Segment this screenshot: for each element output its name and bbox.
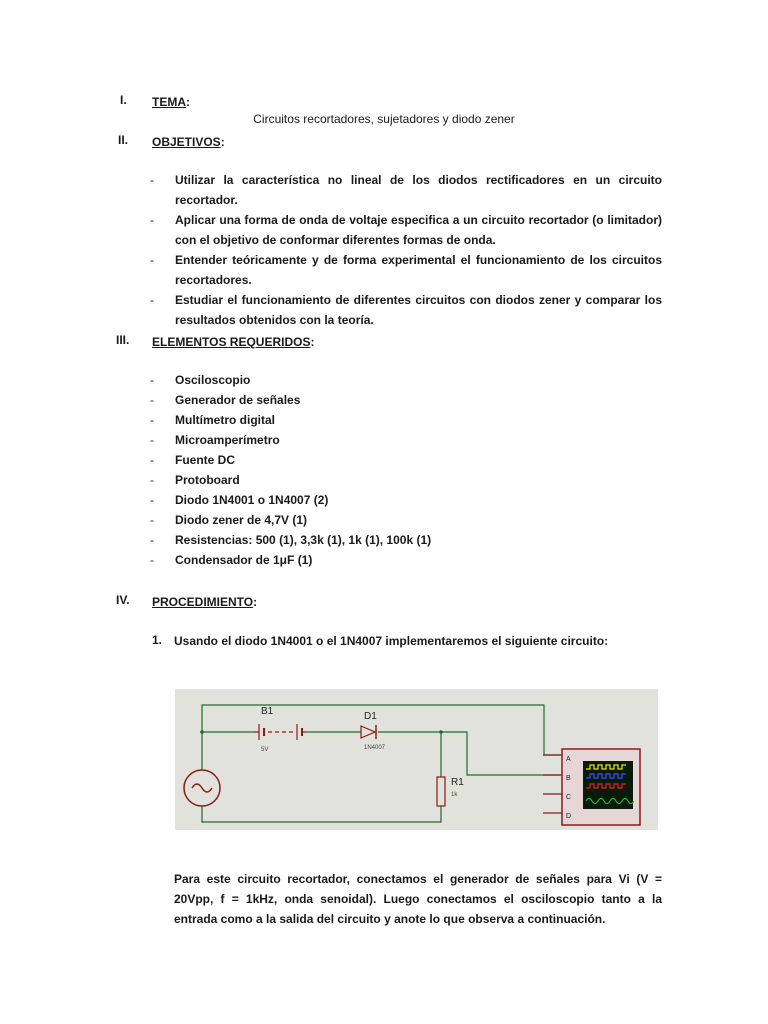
section-heading-elementos [152, 333, 314, 351]
section-title-objetivos: OBJETIVOS [152, 135, 221, 149]
bullet-dash: - [150, 493, 154, 507]
section-colon-elementos: : [310, 335, 315, 349]
procedure-paragraph: Para este circuito recortador, conectamos el generador de señales para Vi (V = 20Vpp, f = 1kHz, onda senoidal). Luego conectamos el osciloscopio tanto a la entrada como a la salida del circuito y anote lo que observa a continuación. [174, 872, 662, 926]
circuit-schematic [175, 689, 658, 830]
diode-icon [361, 725, 376, 739]
diode-label: D1 [364, 711, 377, 722]
list-item: - Condensador de 1μF (1) [150, 550, 662, 570]
bullet-dash: - [150, 413, 154, 427]
oscilloscope-icon [543, 749, 640, 825]
step-number: 1. [152, 633, 163, 647]
section-heading-objetivos [152, 133, 225, 151]
list-item: - Entender teóricamente y de forma experimental el funcionamiento de los circuitos recortadores. [150, 250, 662, 290]
bullet-dash: - [150, 373, 154, 387]
section-title-procedimiento: PROCEDIMIENTO [152, 595, 254, 609]
bullet-dash: - [150, 473, 154, 487]
scope-channel-c: C [566, 794, 572, 801]
section-number-objetivos: II. [118, 133, 129, 147]
list-item: - Diodo zener de 4,7V (1) [150, 510, 662, 530]
bullet-dash: - [150, 393, 154, 407]
list-item: - Estudiar el funcionamiento de diferentes circuitos con diodos zener y comparar los resultados obtenidos con la teoría. [150, 290, 662, 330]
section-title-tema: TEMA [152, 95, 186, 109]
list-item: - Microamperímetro [150, 430, 662, 450]
bullet-dash: - [150, 513, 154, 527]
battery-label: B1 [261, 706, 274, 717]
objectives-list [150, 170, 662, 330]
section-colon-tema: : [186, 95, 190, 109]
section-number-tema: I. [120, 93, 127, 107]
list-item: - Multímetro digital [150, 410, 662, 430]
resistor-value: 1k [451, 792, 458, 798]
diode-value: 1N4007 [364, 745, 386, 751]
ac-source-icon [184, 770, 220, 806]
section-colon-procedimiento: : [253, 595, 258, 609]
wire-diode-to-resistor [378, 732, 441, 777]
battery-icon [253, 724, 305, 740]
scope-channel-b: B [566, 775, 571, 782]
list-item: - Generador de señales [150, 390, 662, 410]
section-number-procedimiento: IV. [116, 593, 130, 607]
junction-node [439, 730, 443, 734]
resistor-label: R1 [451, 777, 464, 788]
list-item: - Aplicar una forma de onda de voltaje especifica a un circuito recortador (o limitador) con el objetivo de conformar diferentes formas de onda. [150, 210, 662, 250]
section-heading-tema [152, 93, 190, 111]
bullet-dash: - [150, 533, 154, 547]
bullet-dash: - [150, 553, 154, 567]
bullet-dash: - [150, 433, 154, 447]
bullet-dash: - [150, 253, 154, 267]
required-elements-list [150, 370, 662, 570]
list-item: - Protoboard [150, 470, 662, 490]
bullet-dash: - [150, 293, 154, 307]
resistor-icon [437, 777, 445, 806]
wire-bottom [202, 806, 441, 822]
wire-output [441, 732, 560, 775]
scope-channel-d: D [566, 813, 572, 820]
list-item: - Resistencias: 500 (1), 3,3k (1), 1k (1), 100k (1) [150, 530, 662, 550]
section-colon-objetivos: : [220, 135, 225, 149]
list-item: - Diodo 1N4001 o 1N4007 (2) [150, 490, 662, 510]
step-text: Usando el diodo 1N4001 o el 1N4007 implementaremos el siguiente circuito: [174, 634, 609, 648]
list-item: - Osciloscopio [150, 370, 662, 390]
section-heading-procedimiento [152, 593, 257, 611]
junction-node [200, 730, 204, 734]
bullet-dash: - [150, 453, 154, 467]
document-subtitle: Circuitos recortadores, sujetadores y diodo zener [253, 112, 515, 126]
circuit-wires [202, 705, 560, 822]
section-number-elementos: III. [116, 333, 130, 347]
scope-channel-a: A [566, 756, 571, 763]
bullet-dash: - [150, 213, 154, 227]
section-title-elementos: ELEMENTOS REQUERIDOS [152, 335, 311, 349]
list-item: - Utilizar la característica no lineal de los diodos rectificadores en un circuito recortador. [150, 170, 662, 210]
circuit-diagram [175, 689, 658, 830]
list-item: - Fuente DC [150, 450, 662, 470]
battery-value: 5V [261, 747, 269, 753]
bullet-dash: - [150, 173, 154, 187]
